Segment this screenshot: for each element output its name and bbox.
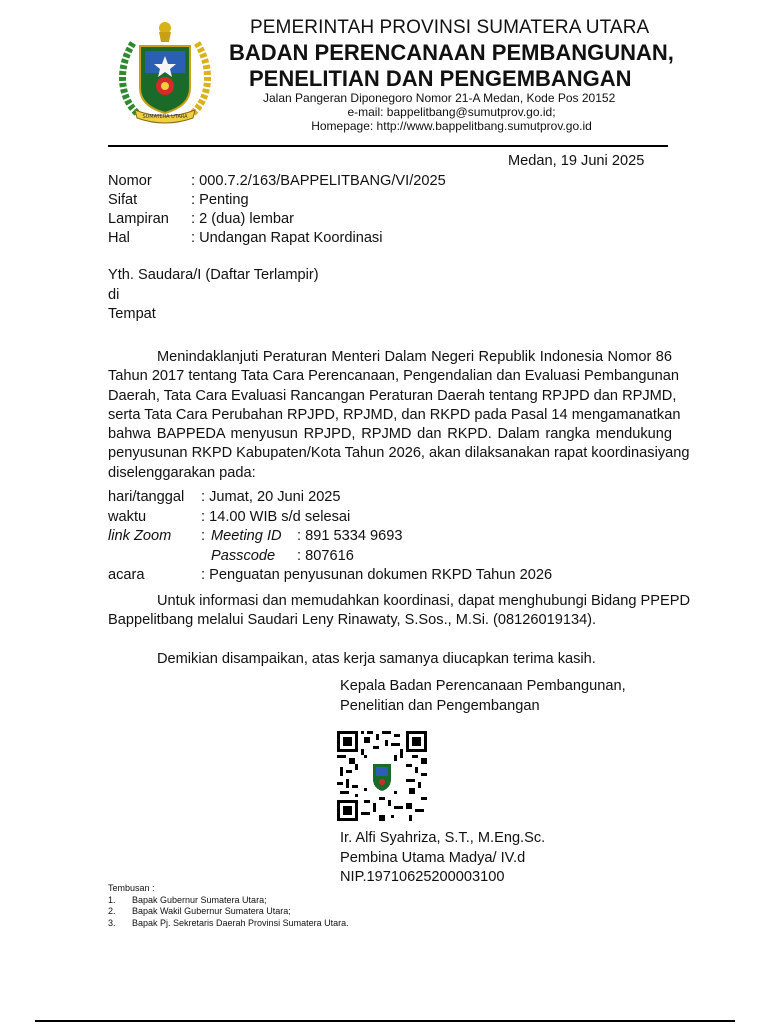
recipient-line: Yth. Saudara/I (Daftar Terlampir) [108,267,319,283]
body-line: Tahun 2017 tentang Tata Cara Perencanaan, Pengendalian dan Evaluasi Pembangunan [108,368,679,385]
info-line: Untuk informasi dan memudahkan koordinasi, dapat menghubungi Bidang PPEPD [157,593,690,609]
letterhead-divider [108,145,668,147]
cc-text: Bapak Wakil Gubernur Sumatera Utara; [132,906,291,916]
detail-value: : 14.00 WIB s/d selesai [201,508,351,525]
letterhead-email: e-mail: bappelitbang@sumutprov.go.id; [347,105,556,119]
detail-label: hari/tanggal [108,489,185,505]
meta-row-hal [108,229,446,248]
detail-label: waktu [108,508,147,525]
body-line: penyusunan RKPD Kabupaten/Kota Tahun 2026, akan dilaksanakan rapat koordinasiyang [108,445,690,462]
page-bottom-rule [35,1020,735,1022]
detail-value: : Jumat, 20 Juni 2025 [201,489,341,505]
detail-row-agenda [108,566,552,586]
body-line: serta Tata Cara Perubahan RPJPD, RPJMD, dan RKPD pada Pasal 14 mengamanatkan [108,406,681,423]
signatory-nip: NIP.19710625200003100 [340,869,505,885]
detail-colon: : [201,528,206,544]
signatory-details [340,829,545,888]
meta-label: Hal [108,230,130,246]
letterhead-address: Jalan Pangeran Diponegoro Nomor 21-A Medan, Kode Pos 20152 [263,91,616,105]
meta-value: : Undangan Rapat Koordinasi [191,230,383,246]
detail-label: link Zoom [108,528,172,544]
meta-row-lampiran [108,210,446,229]
cc-text: Bapak Gubernur Sumatera Utara; [132,894,267,905]
meeting-id-label: Meeting ID [211,528,282,544]
recipient-di: di [108,286,120,303]
recipient-place: Tempat [108,306,156,322]
body-line: Daerah, Tata Cara Evaluasi Rancangan Peraturan Daerah tentang RPJPD dan RPJMD, [108,387,677,404]
letterhead-agency-name-line2: PENELITIAN DAN PENGEMBANGAN [249,66,632,91]
meta-row-sifat [108,191,446,210]
carbon-copy-list [108,883,349,929]
meeting-details [108,488,552,586]
letter-date: Medan, 19 Juni 2025 [508,153,645,169]
cc-heading: Tembusan : [108,883,155,893]
meta-value: : Penting [191,192,249,208]
cc-text: Bapak Pj. Sekretaris Daerah Provinsi Sumatera Utara. [132,917,349,928]
meta-label: Sifat [108,192,138,208]
detail-row-day [108,488,552,508]
letterhead-homepage: Homepage: http://www.bappelitbang.sumutprov.go.id [311,119,592,133]
meta-value: : 000.7.2/163/BAPPELITBANG/VI/2025 [191,173,446,189]
cc-number: 3. [108,917,116,928]
detail-value: : Penguatan penyusunan dokumen RKPD Tahun 2026 [201,567,553,583]
letter-meta [108,172,446,248]
cc-number: 1. [108,894,116,905]
meeting-id-value: : 891 5334 9693 [297,528,403,544]
passcode-label: Passcode [211,547,276,564]
closing-sentence: Demikian disampaikan, atas kerja samanya diucapkan terima kasih. [157,651,596,667]
passcode-value: : 807616 [297,547,354,564]
detail-row-passcode [108,547,552,567]
recipient-block [108,266,319,325]
letterhead-government-name: PEMERINTAH PROVINSI SUMATERA UTARA [250,17,650,38]
cc-item [108,895,349,907]
signatory-title [340,677,626,716]
logo-ribbon-text: SUMATERA UTARA [142,114,188,120]
signatory-name: Ir. Alfi Syahriza, S.T., M.Eng.Sc. [340,830,546,846]
body-paragraph [108,348,690,483]
meta-label: Nomor [108,173,152,189]
qr-code-signature-icon [337,731,427,821]
body-line: Menindaklanjuti Peraturan Menteri Dalam Negeri Republik Indonesia Nomor 86 [157,349,672,365]
body-line: diselenggarakan pada: [108,464,256,481]
info-paragraph [108,592,690,631]
cc-number: 2. [108,906,116,916]
body-line: bahwa BAPPEDA menyusun RPJPD, RPJMD dan RKPD. Dalam rangka mendukung [108,426,672,443]
signatory-title-line1: Kepala Badan Perencanaan Pembangunan, [340,678,626,694]
detail-label: acara [108,567,145,583]
signatory-title-line2: Penelitian dan Pengembangan [340,697,540,714]
cc-item [108,918,349,930]
detail-row-zoom [108,527,552,547]
meta-value: : 2 (dua) lembar [191,211,295,227]
cc-item [108,906,349,918]
letterhead-agency-name-line1: BADAN PERENCANAAN PEMBANGUNAN, [229,40,674,65]
meta-row-nomor [108,172,446,191]
signatory-rank: Pembina Utama Madya/ IV.d [340,849,526,866]
info-line: Bappelitbang melalui Saudari Leny Rinawaty, S.Sos., M.Si. (08126019134). [108,612,597,629]
detail-row-time [108,508,552,528]
meta-label: Lampiran [108,211,169,227]
